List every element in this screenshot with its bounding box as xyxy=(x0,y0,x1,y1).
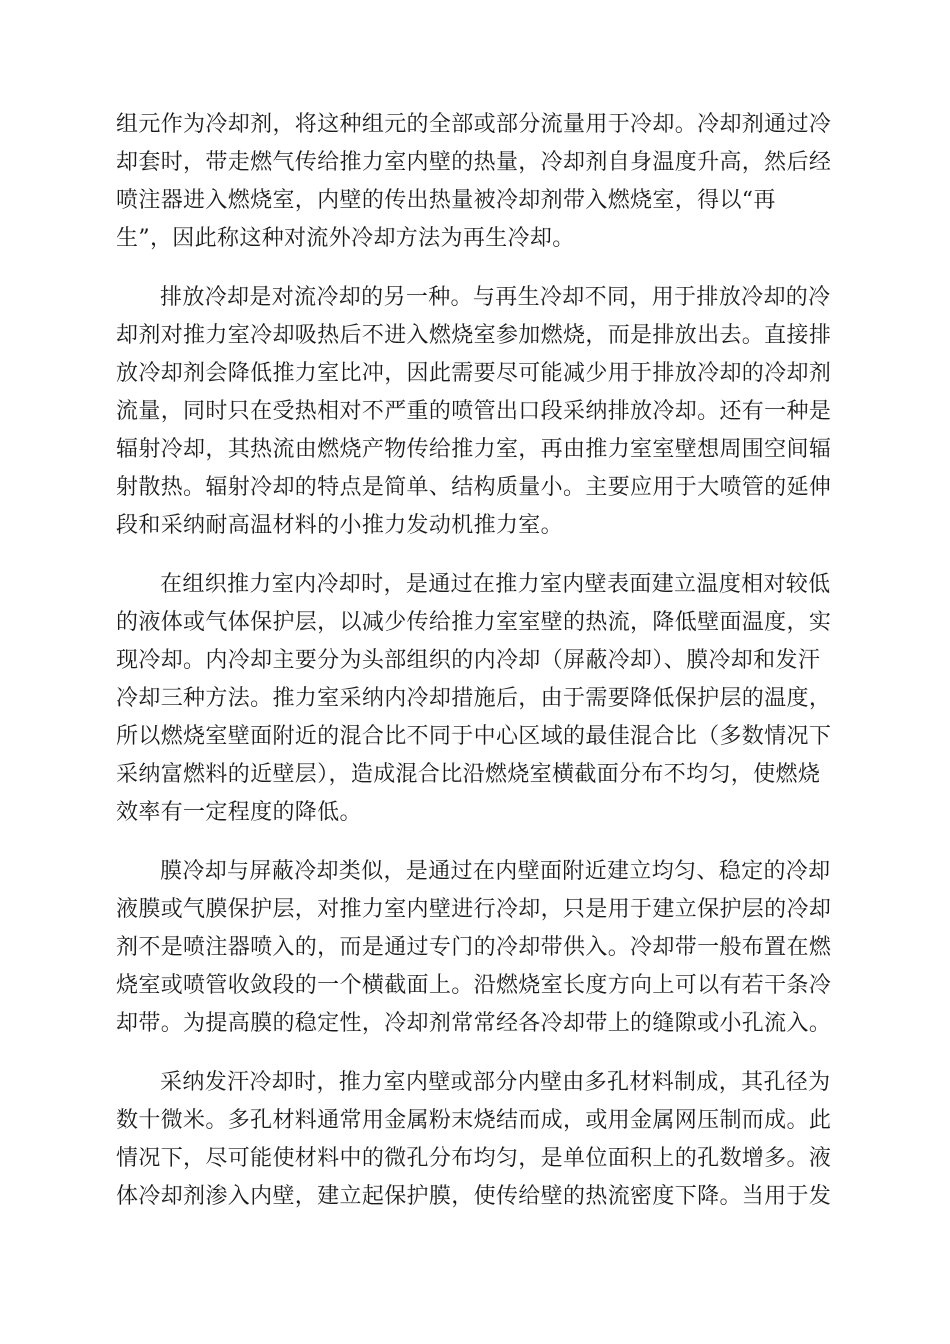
text-line: 体冷却剂渗入内壁，建立起保护膜，使传给壁的热流密度下降。当用于发 xyxy=(116,1184,832,1209)
text-line: 膜冷却与屏蔽冷却类似，是通过在内壁面附近建立均匀、稳定的冷却 xyxy=(160,859,831,884)
text-line: 组元作为冷却剂，将这种组元的全部或部分流量用于冷却。冷却剂通过冷 xyxy=(116,112,832,137)
text-line: 流量，同时只在受热相对不严重的喷管出口段采纳排放冷却。还有一种是 xyxy=(116,399,832,424)
text-line: 采纳富燃料的近壁层），造成混合比沿燃烧室横截面分布不均匀，使燃烧 xyxy=(116,762,821,787)
text-line: 烧室或喷管收敛段的一个横截面上。沿燃烧室长度方向上可以有若干条冷 xyxy=(116,973,832,998)
text-line: 采纳发汗冷却时，推力室内壁或部分内壁由多孔材料制成，其孔径为 xyxy=(160,1070,831,1095)
text-line: 喷注器进入燃烧室，内壁的传出热量被冷却剂带入燃烧室，得以“再 xyxy=(116,188,776,213)
text-line: 却剂对推力室冷却吸热后不进入燃烧室参加燃烧，而是排放出去。直接排 xyxy=(116,323,832,348)
text-line: 射散热。辐射冷却的特点是简单、结构质量小。主要应用于大喷管的延伸 xyxy=(116,475,832,500)
text-line: 数十微米。多孔材料通常用金属粉末烧结而成，或用金属网压制而成。此 xyxy=(116,1108,832,1133)
paragraph-transpiration-cooling xyxy=(116,1064,832,1216)
text-line: 效率有一定程度的降低。 xyxy=(116,800,362,825)
text-line: 排放冷却是对流冷却的另一种。与再生冷却不同，用于排放冷却的冷 xyxy=(160,285,831,310)
text-line: 情况下，尽可能使材料中的微孔分布均匀，是单位面积上的孔数增多。液 xyxy=(116,1146,832,1171)
text-line: 冷却三种方法。推力室采纳内冷却措施后，由于需要降低保护层的温度， xyxy=(116,686,832,711)
text-line: 却套时，带走燃气传给推力室内壁的热量，冷却剂自身温度升高，然后经 xyxy=(116,150,832,175)
text-line: 现冷却。内冷却主要分为头部组织的内冷却（屏蔽冷却）、膜冷却和发汗 xyxy=(116,648,821,673)
text-line: 却带。为提高膜的稳定性，冷却剂常常经各冷却带上的缝隙或小孔流入。 xyxy=(116,1011,832,1036)
document-body xyxy=(116,106,832,1237)
text-line: 辐射冷却，其热流由燃烧产物传给推力室，再由推力室室壁想周围空间辐 xyxy=(116,437,832,462)
paragraph-internal-cooling xyxy=(116,566,832,832)
text-line: 生”，因此称这种对流外冷却方法为再生冷却。 xyxy=(116,226,575,251)
text-line: 液膜或气膜保护层，对推力室内壁进行冷却，只是用于建立保护层的冷却 xyxy=(116,897,832,922)
paragraph-film-cooling xyxy=(116,853,832,1043)
paragraph-regenerative-cooling xyxy=(116,106,832,258)
text-line: 在组织推力室内冷却时，是通过在推力室内壁表面建立温度相对较低 xyxy=(160,572,831,597)
text-line: 所以燃烧室壁面附近的混合比不同于中心区域的最佳混合比（多数情况下 xyxy=(116,724,832,749)
text-line: 放冷却剂会降低推力室比冲，因此需要尽可能减少用于排放冷却的冷却剂 xyxy=(116,361,832,386)
text-line: 的液体或气体保护层，以减少传给推力室室壁的热流，降低壁面温度，实 xyxy=(116,610,832,635)
text-line: 剂不是喷注器喷入的，而是通过专门的冷却带供入。冷却带一般布置在燃 xyxy=(116,935,832,960)
paragraph-dump-cooling xyxy=(116,279,832,545)
text-line: 段和采纳耐高温材料的小推力发动机推力室。 xyxy=(116,513,564,538)
